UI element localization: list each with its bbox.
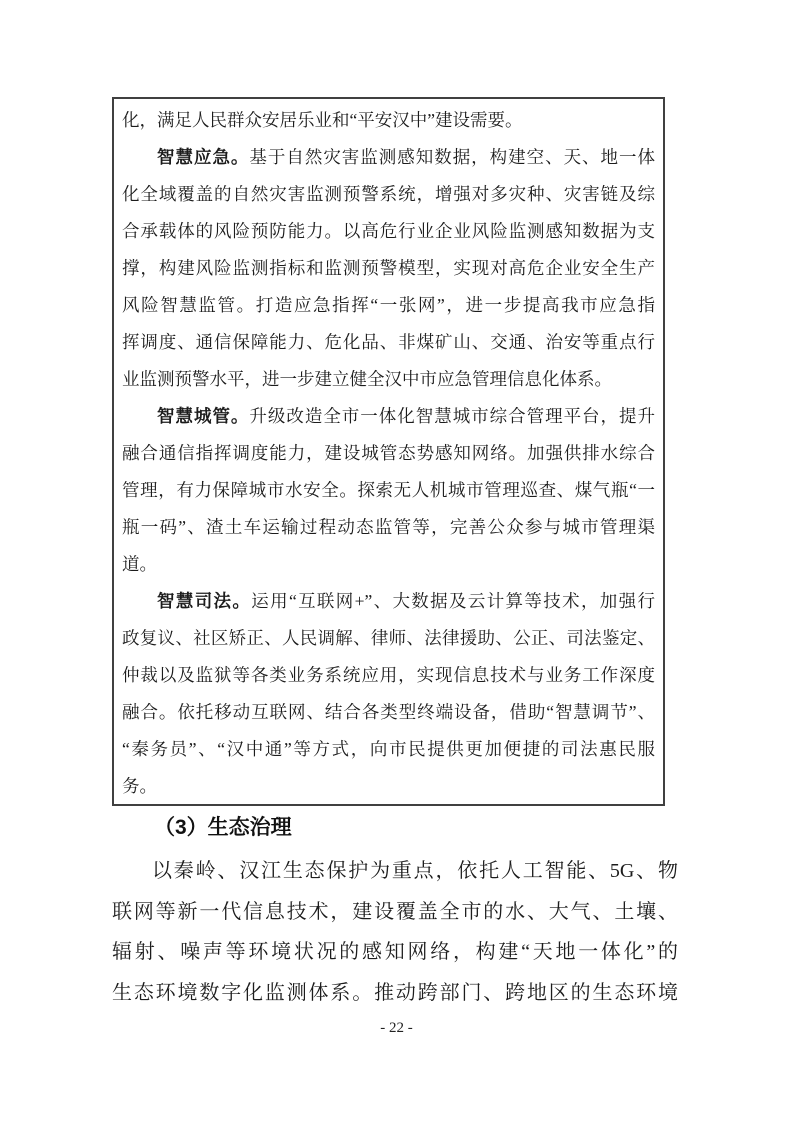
text-line: 业监测预警水平，进一步建立健全汉中市应急管理信息化体系。 — [122, 369, 612, 389]
text-line: 以秦岭、汉江生态保护为重点，依托人工智能、5G、物 — [152, 860, 678, 882]
paragraph-bold-lead: 智慧城管。 — [157, 406, 250, 426]
bordered-text-box — [112, 97, 665, 806]
page-number: - 22 - — [380, 1020, 413, 1036]
text-line: 政复议、社区矫正、人民调解、律师、法律援助、公正、司法鉴定、 — [122, 628, 655, 648]
text-line: 务。 — [122, 776, 157, 796]
text-line: 辐射、噪声等环境状况的感知网络，构建“天地一体化”的 — [112, 941, 678, 963]
text-line: 生态环境数字化监测体系。推动跨部门、跨地区的生态环境 — [112, 981, 678, 1004]
text-line: 撑，构建风险监测指标和监测预警模型，实现对高危企业安全生产 — [122, 258, 655, 278]
text-line: 挥调度、通信保障能力、危化品、非煤矿山、交通、治安等重点行 — [122, 332, 655, 352]
text-line: 联网等新一代信息技术，建设覆盖全市的水、大气、土壤、 — [112, 900, 678, 923]
text-line: 融合。依托移动互联网、结合各类型终端设备，借助“智慧调节”、 — [122, 702, 655, 722]
text-line: 智慧应急。基于自然灾害监测感知数据，构建空、天、地一体 — [157, 147, 655, 167]
text-line: 化，满足人民群众安居乐业和“平安汉中”建设需要。 — [122, 110, 523, 130]
text-line: 智慧城管。升级改造全市一体化智慧城市综合管理平台，提升 — [157, 406, 655, 426]
text-line: 管理，有力保障城市水安全。探索无人机城市管理巡查、煤气瓶“一 — [122, 480, 655, 500]
paragraph-bold-lead: 智慧司法。 — [157, 591, 252, 611]
text-line: 化全域覆盖的自然灾害监测预警系统，增强对多灾种、灾害链及综 — [122, 184, 655, 204]
text-line: 瓶一码”、渣土车运输过程动态监管等，完善公众参与城市管理渠 — [122, 517, 655, 537]
text-line: 风险智慧监管。打造应急指挥“一张网”，进一步提高我市应急指 — [122, 295, 655, 315]
section-heading: （3）生态治理 — [154, 816, 292, 839]
text-line: 仲裁以及监狱等各类业务系统应用，实现信息技术与业务工作深度 — [122, 665, 655, 685]
paragraph-bold-lead: 智慧应急。 — [157, 147, 250, 167]
text-line: 融合通信指挥调度能力，建设城管态势感知网络。加强供排水综合 — [122, 443, 655, 463]
text-line: “秦务员”、“汉中通”等方式，向市民提供更加便捷的司法惠民服 — [122, 739, 655, 759]
eco-governance-paragraph — [112, 851, 678, 1013]
text-line: 道。 — [122, 554, 157, 574]
text-line: 合承载体的风险预防能力。以高危行业企业风险监测感知数据为支 — [122, 221, 655, 241]
text-line: 智慧司法。运用“互联网+”、大数据及云计算等技术，加强行 — [157, 591, 655, 611]
